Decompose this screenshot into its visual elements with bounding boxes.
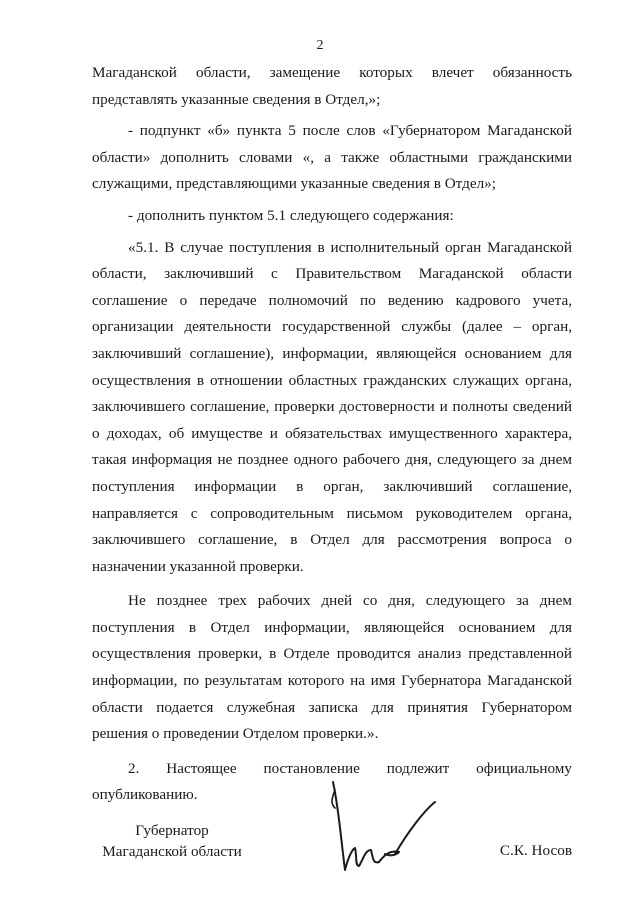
paragraph-amendment-subpoint-b: - подпункт «б» пункта 5 после слов «Губернатором Магаданской области» дополнить словами «, а также областными гражданскими служащими, представляющими указанные сведения в Отдел»;: [92, 122, 572, 193]
document-body: [92, 60, 572, 809]
paragraph-point-5-1: «5.1. В случае поступления в исполнительный орган Магаданской области, заключивший с Правительством Магаданской области соглашение о передаче полномочий по ведению кадрового учета, организации деятельности государственной службы (далее – орган, заключивший соглашение), информации, являющейся основанием для осуществления в отношении областных гражданских служащих органа, заключившего соглашение, проверки достоверности и полноты сведений о доходах, об имуществе и обязательствах имущественного характера, такая информация не позднее одного рабочего дня, следующего за днем поступления информации в орган, заключивший соглашение, направляется с сопроводительным письмом руководителем органа, заключившего соглашение, в Отдел для рассмотрения вопроса о назначении указанной проверки.: [92, 238, 572, 575]
handwritten-signature: [325, 770, 445, 880]
signatory-title: [92, 820, 252, 862]
paragraph-continuation: Магаданской области, замещение которых влечет обязанность представлять указанные сведения в Отдел,»;: [92, 64, 572, 108]
signatory-name: С.К. Носов: [499, 842, 572, 859]
page-number: 2: [316, 38, 324, 53]
signatory-title-line2: Магаданской области: [102, 843, 242, 860]
paragraph-amendment-add-point: - дополнить пунктом 5.1 следующего содержания:: [128, 206, 454, 224]
paragraph-deadline: Не позднее трех рабочих дней со дня, следующего за днем поступления в Отдел информации, являющейся основанием для осуществления проверки, в Отделе проводится анализ представленной информации, по результатам которого на имя Губернатора Магаданской области подается служебная записка для принятия Губернатором решения о проведении Отделом проверки.».: [92, 592, 572, 743]
paragraph-publication: 2. Настоящее постановление подлежит официальному опубликованию.: [92, 759, 572, 804]
signatory-title-line1: Губернатор: [135, 822, 209, 839]
